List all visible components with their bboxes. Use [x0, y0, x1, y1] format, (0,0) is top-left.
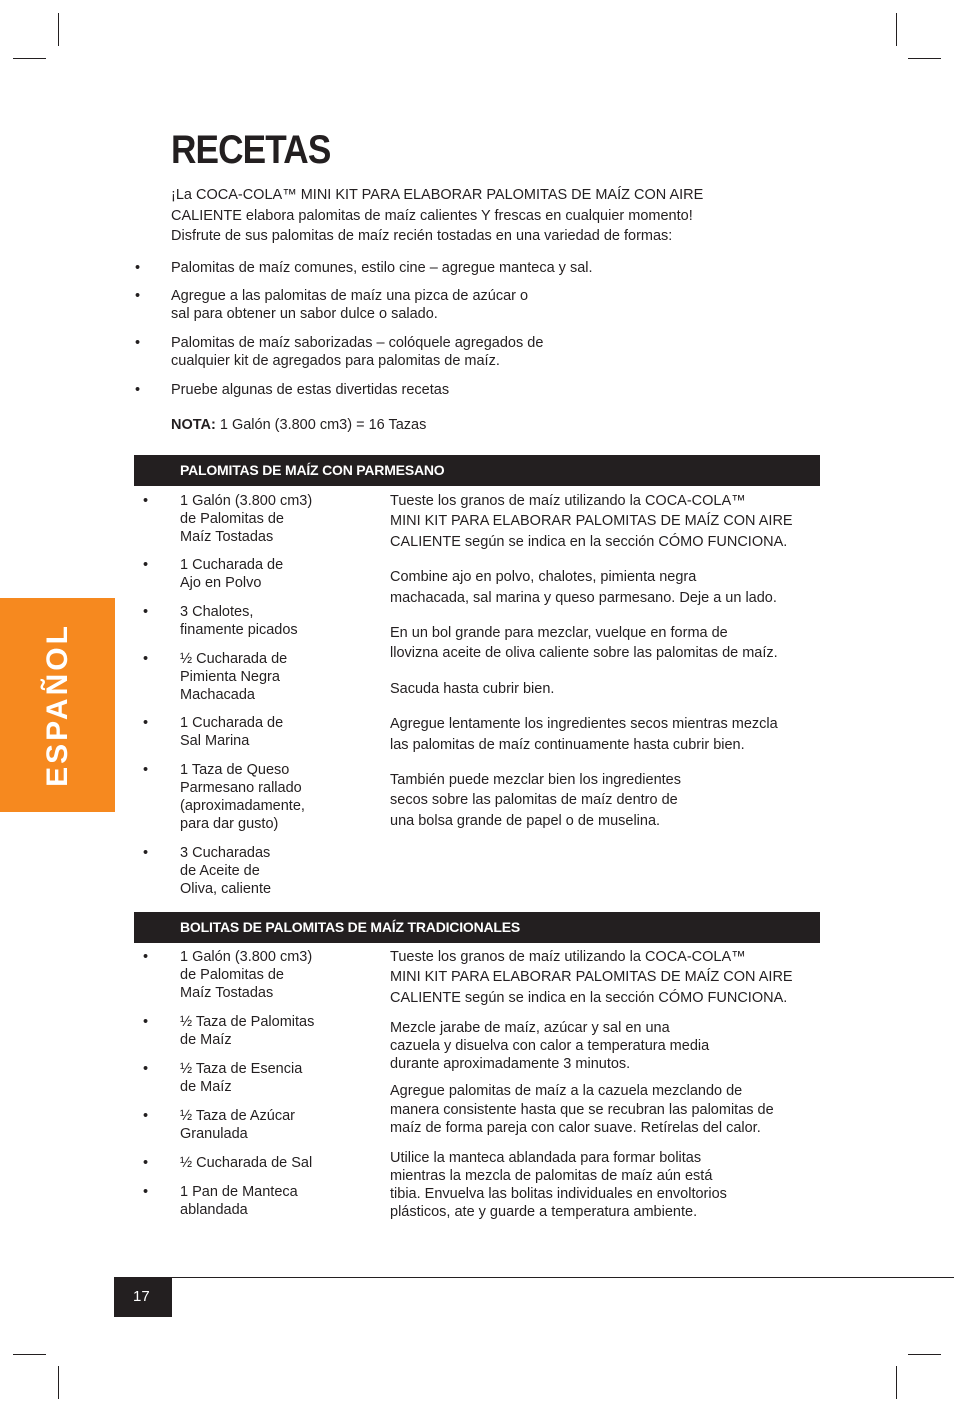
- recipe-steps: [390, 491, 820, 831]
- ingredient-text: 1 Galón (3.800 cm3): [180, 949, 313, 965]
- language-tab: [0, 598, 115, 812]
- bullet-icon: •: [143, 651, 149, 667]
- list-item-text: Agregue a las palomitas de maíz una pizca de azúcar o: [171, 288, 529, 304]
- recipe-title: PALOMITAS DE MAÍZ CON PARMESANO: [180, 462, 445, 478]
- ingredient-text: 1 Cucharada de: [180, 715, 284, 731]
- ingredient-item: [143, 1154, 314, 1172]
- crop-mark: [896, 13, 897, 46]
- list-item-text: cualquier kit de agregados para palomitas de maíz.: [171, 353, 500, 369]
- ingredient-text: 1 Taza de Queso: [180, 762, 290, 778]
- step-text: las palomitas de maíz continuamente hasta cubrir bien.: [390, 736, 745, 753]
- ingredient-text: 3 Chalotes,: [180, 604, 254, 620]
- ingredient-text: Ajo en Polvo: [180, 575, 262, 591]
- ingredient-text: Sal Marina: [180, 733, 250, 749]
- bullet-icon: •: [143, 604, 149, 620]
- step-paragraph: [390, 1019, 820, 1073]
- step-text: CALIENTE según se indica en la sección CÓMO FUNCIONA.: [390, 533, 788, 550]
- bullet-icon: •: [135, 335, 141, 351]
- ingredient-item: [143, 603, 312, 639]
- recipe-title: BOLITAS DE PALOMITAS DE MAÍZ TRADICIONALES: [180, 919, 521, 935]
- page-title: RECETAS: [171, 128, 331, 172]
- list-item-text: Palomitas de maíz comunes, estilo cine – agregue manteca y sal.: [171, 260, 593, 276]
- step-paragraph: [390, 491, 820, 552]
- step-text: durante aproximadamente 3 minutos.: [390, 1056, 631, 1073]
- bullet-icon: •: [135, 260, 141, 276]
- intro-line: Disfrute de sus palomitas de maíz recién tostadas en una variedad de formas:: [171, 228, 673, 244]
- step-text: Utilice la manteca ablandada para formar bolitas: [390, 1149, 702, 1166]
- ingredient-text: Maíz Tostadas: [180, 985, 274, 1001]
- recipe-header: [134, 912, 820, 943]
- list-item: [135, 259, 593, 277]
- step-text: Tueste los granos de maíz utilizando la COCA-COLA™: [390, 493, 746, 509]
- bullet-icon: •: [143, 493, 149, 509]
- step-text: Sacuda hasta cubrir bien.: [390, 680, 555, 697]
- step-paragraph: [390, 679, 820, 699]
- recipe-steps: [390, 947, 820, 1221]
- ingredient-text: 1 Cucharada de: [180, 557, 284, 573]
- step-paragraph: [390, 947, 820, 1008]
- ingredient-item: [143, 761, 312, 833]
- bullet-icon: •: [143, 557, 149, 573]
- page-number-box: [114, 1277, 172, 1317]
- list-item-text: sal para obtener un sabor dulce o salado.: [171, 306, 438, 322]
- ingredient-text: ½ Taza de Palomitas: [180, 1014, 315, 1030]
- note-label: NOTA:: [171, 417, 216, 433]
- intro-line: ¡La COCA-COLA™ MINI KIT PARA ELABORAR PALOMITAS DE MAÍZ CON AIRE: [171, 187, 704, 203]
- list-item: [135, 334, 593, 370]
- ingredient-text: de Palomitas de: [180, 967, 284, 983]
- step-paragraph: [390, 714, 820, 755]
- step-text: cazuela y disuelva con calor a temperatura media: [390, 1038, 710, 1055]
- step-text: En un bol grande para mezclar, vuelque en forma de: [390, 625, 728, 642]
- step-paragraph: [390, 770, 820, 831]
- note-text: 1 Galón (3.800 cm3) = 16 Tazas: [215, 417, 427, 433]
- ingredient-text: para dar gusto): [180, 816, 279, 832]
- ingredient-item: [143, 714, 312, 750]
- bullet-icon: •: [143, 845, 149, 861]
- crop-mark: [908, 58, 941, 59]
- step-text: Tueste los granos de maíz utilizando la COCA-COLA™: [390, 949, 746, 965]
- step-text: manera consistente hasta que se recubran las palomitas de: [390, 1101, 774, 1118]
- recipe-header: [134, 455, 820, 486]
- step-text: machacada, sal marina y queso parmesano. Deje a un lado.: [390, 589, 777, 606]
- crop-mark: [58, 1366, 59, 1399]
- ingredient-text: de Maíz: [180, 1032, 232, 1048]
- serving-ideas-list: [135, 259, 593, 399]
- crop-mark: [13, 58, 46, 59]
- ingredient-text: ½ Taza de Azúcar: [180, 1108, 296, 1124]
- list-item: [135, 287, 593, 323]
- crop-mark: [896, 1366, 897, 1399]
- bullet-icon: •: [135, 288, 141, 304]
- bullet-icon: •: [143, 1155, 149, 1171]
- ingredient-list: [143, 948, 314, 1219]
- page-number: 17: [133, 1288, 150, 1305]
- ingredient-text: Oliva, caliente: [180, 881, 272, 897]
- ingredient-item: [143, 1107, 314, 1143]
- ingredient-item: [143, 1013, 314, 1049]
- step-text: Agregue lentamente los ingredientes secos mientras mezcla: [390, 716, 778, 733]
- note: [171, 417, 426, 433]
- ingredient-item: [143, 1060, 314, 1096]
- bullet-icon: •: [143, 1014, 149, 1030]
- list-item: [135, 381, 593, 399]
- ingredient-item: [143, 844, 312, 898]
- intro-line: CALIENTE elabora palomitas de maíz calientes Y frescas en cualquier momento!: [171, 207, 693, 224]
- step-text: mientras la mezcla de palomitas de maíz aún está: [390, 1167, 713, 1184]
- step-text: MINI KIT PARA ELABORAR PALOMITAS DE MAÍZ CON AIRE: [390, 969, 793, 986]
- ingredient-text: Maíz Tostadas: [180, 529, 274, 545]
- crop-mark: [58, 13, 59, 46]
- ingredient-text: ablandada: [180, 1202, 248, 1218]
- ingredient-text: Parmesano rallado: [180, 780, 302, 796]
- ingredient-text: 1 Galón (3.800 cm3): [180, 493, 313, 509]
- bullet-icon: •: [135, 382, 141, 398]
- bullet-icon: •: [143, 715, 149, 731]
- bullet-icon: •: [143, 949, 149, 965]
- language-label: ESPAÑOL: [40, 623, 74, 787]
- list-item-text: Pruebe algunas de estas divertidas recetas: [171, 382, 450, 398]
- step-text: secos sobre las palomitas de maíz dentro de: [390, 792, 678, 809]
- ingredient-text: Pimienta Negra: [180, 669, 280, 685]
- step-text: Agregue palomitas de maíz a la cazuela mezclando de: [390, 1083, 743, 1100]
- bullet-icon: •: [143, 762, 149, 778]
- ingredient-text: Granulada: [180, 1126, 248, 1142]
- step-text: MINI KIT PARA ELABORAR PALOMITAS DE MAÍZ CON AIRE: [390, 513, 793, 530]
- list-item-text: Palomitas de maíz saborizadas – colóquele agregados de: [171, 335, 544, 351]
- ingredient-list: [143, 492, 312, 898]
- ingredient-text: 3 Cucharadas: [180, 845, 271, 861]
- ingredient-text: ½ Taza de Esencia: [180, 1061, 303, 1077]
- ingredient-item: [143, 492, 312, 546]
- ingredient-item: [143, 1183, 314, 1219]
- step-text: Combine ajo en polvo, chalotes, pimienta negra: [390, 569, 697, 586]
- bullet-icon: •: [143, 1108, 149, 1124]
- step-text: Mezcle jarabe de maíz, azúcar y sal en una: [390, 1020, 670, 1037]
- ingredient-text: de Maíz: [180, 1079, 232, 1095]
- ingredient-text: 1 Pan de Manteca: [180, 1184, 298, 1200]
- ingredient-text: finamente picados: [180, 622, 298, 638]
- ingredient-item: [143, 948, 314, 1002]
- crop-mark: [908, 1354, 941, 1355]
- ingredient-text: ½ Cucharada de Sal: [180, 1155, 313, 1171]
- step-text: llovizna aceite de oliva caliente sobre las palomitas de maíz.: [390, 645, 778, 662]
- footer-rule: [114, 1277, 954, 1278]
- step-text: maíz de forma pareja con calor suave. Retírelas del calor.: [390, 1120, 761, 1137]
- step-paragraph: [390, 1149, 820, 1221]
- step-text: una bolsa grande de papel o de muselina.: [390, 812, 661, 829]
- step-text: También puede mezclar bien los ingredientes: [390, 772, 681, 789]
- step-paragraph: [390, 1082, 820, 1138]
- step-text: CALIENTE según se indica en la sección CÓMO FUNCIONA.: [390, 989, 788, 1006]
- step-text: tibia. Envuelva las bolitas individuales en envoltorios: [390, 1185, 727, 1202]
- ingredient-text: Machacada: [180, 687, 255, 703]
- ingredient-text: ½ Cucharada de: [180, 651, 288, 667]
- step-paragraph: [390, 623, 820, 664]
- ingredient-text: de Palomitas de: [180, 511, 284, 527]
- step-paragraph: [390, 567, 820, 608]
- bullet-icon: •: [143, 1184, 149, 1200]
- ingredient-text: (aproximadamente,: [180, 798, 305, 814]
- ingredient-item: [143, 556, 312, 592]
- bullet-icon: •: [143, 1061, 149, 1077]
- step-text: plásticos, ate y guarde a temperatura ambiente.: [390, 1203, 698, 1220]
- intro-paragraph: [171, 185, 771, 247]
- ingredient-item: [143, 650, 312, 704]
- crop-mark: [13, 1354, 46, 1355]
- ingredient-text: de Aceite de: [180, 863, 260, 879]
